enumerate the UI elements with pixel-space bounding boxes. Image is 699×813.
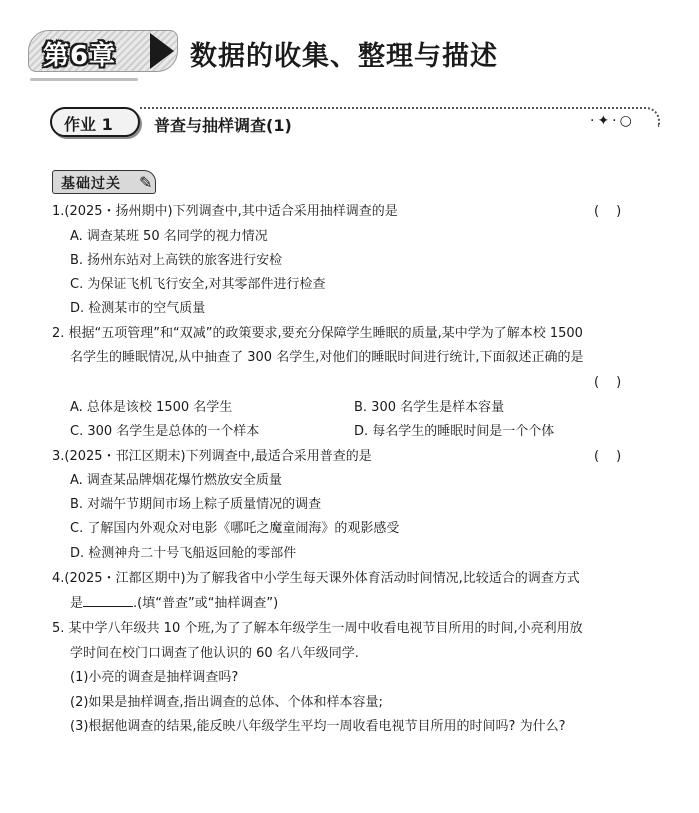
- answer-blank[interactable]: [83, 595, 133, 607]
- section-tag-text: 基础过关: [61, 176, 121, 192]
- question-3-option-a: A. 调查某品牌烟花爆竹燃放安全质量: [70, 473, 282, 488]
- question-4-prefix: 是: [70, 596, 84, 611]
- question-1-option-a: A. 调查某班 50 名同学的视力情况: [70, 229, 268, 244]
- question-2-option-c: C. 300 名学生是总体的一个样本: [70, 424, 260, 439]
- assignment-badge-text: 作业 1: [64, 115, 113, 134]
- question-2-stem: 2. 根据“五项管理”和“双减”的政策要求,要充分保障学生睡眠的质量,某中学为了解本校 1500: [52, 326, 583, 341]
- question-4-stem: 4.(2025・江都区期中)为了解我省中小学生每天课外体育活动时间情况,比较适合的调查方式: [52, 571, 580, 586]
- answer-paren-1[interactable]: ( ): [594, 204, 624, 219]
- chapter-badge-text: 第6章: [43, 41, 117, 71]
- question-3-option-b: B. 对端午节期间市场上粽子质量情况的调查: [70, 497, 322, 512]
- sparkle-icon: ·✦·○: [590, 113, 635, 129]
- answer-paren-2[interactable]: ( ): [594, 375, 624, 390]
- question-1-option-c: C. 为保证飞机飞行安全,对其零部件进行检查: [70, 277, 326, 292]
- question-1-stem: 1.(2025・扬州期中)下列调查中,其中适合采用抽样调查的是: [52, 204, 398, 219]
- question-4-suffix: .(填“普查”或“抽样调查”): [133, 596, 279, 611]
- question-5-sub-1: (1)小亮的调查是抽样调查吗?: [70, 670, 239, 685]
- question-3-stem: 3.(2025・邗江区期末)下列调查中,最适合采用普查的是: [52, 449, 372, 464]
- assignment-badge: [50, 107, 140, 137]
- pencil-icon: ✎: [139, 173, 153, 192]
- chapter-header: [22, 22, 682, 80]
- assignment-header: [50, 104, 650, 140]
- question-3-option-d: D. 检测神舟二十号飞船返回舱的零部件: [70, 546, 297, 561]
- question-1-option-b: B. 扬州东站对上高铁的旅客进行安检: [70, 253, 283, 268]
- assignment-title: 普查与抽样调查(1): [154, 116, 292, 135]
- question-1-option-d: D. 检测某市的空气质量: [70, 301, 206, 316]
- question-2-option-a: A. 总体是该校 1500 名学生: [70, 400, 233, 415]
- chapter-title: 数据的收集、整理与描述: [190, 41, 498, 72]
- question-5-stem-cont: 学时间在校门口调查了他认识的 60 名八年级同学.: [70, 646, 359, 661]
- question-5-sub-2: (2)如果是抽样调查,指出调查的总体、个体和样本容量;: [70, 695, 383, 710]
- chapter-arrow-icon: [150, 33, 174, 69]
- question-5-sub-3: (3)根据他调查的结果,能反映八年级学生平均一周收看电视节目所用的时间吗? 为什么?: [70, 719, 566, 734]
- question-5-stem: 5. 某中学八年级共 10 个班,为了了解本年级学生一周中收看电视节目所用的时间,小亮利用放: [52, 621, 583, 636]
- section-tag: [52, 170, 156, 194]
- question-2-option-b: B. 300 名学生是样本容量: [354, 400, 505, 415]
- question-2-stem-cont: 名学生的睡眠情况,从中抽查了 300 名学生,对他们的睡眠时间进行统计,下面叙述正确的是: [70, 350, 584, 365]
- question-2-option-d: D. 每名学生的睡眠时间是一个个体: [354, 424, 555, 439]
- question-3-option-c: C. 了解国内外观众对电影《哪吒之魔童闹海》的观影感受: [70, 521, 400, 536]
- chapter-divider: [30, 78, 138, 81]
- question-4-stem-cont: [70, 595, 278, 613]
- answer-paren-3[interactable]: ( ): [594, 449, 624, 464]
